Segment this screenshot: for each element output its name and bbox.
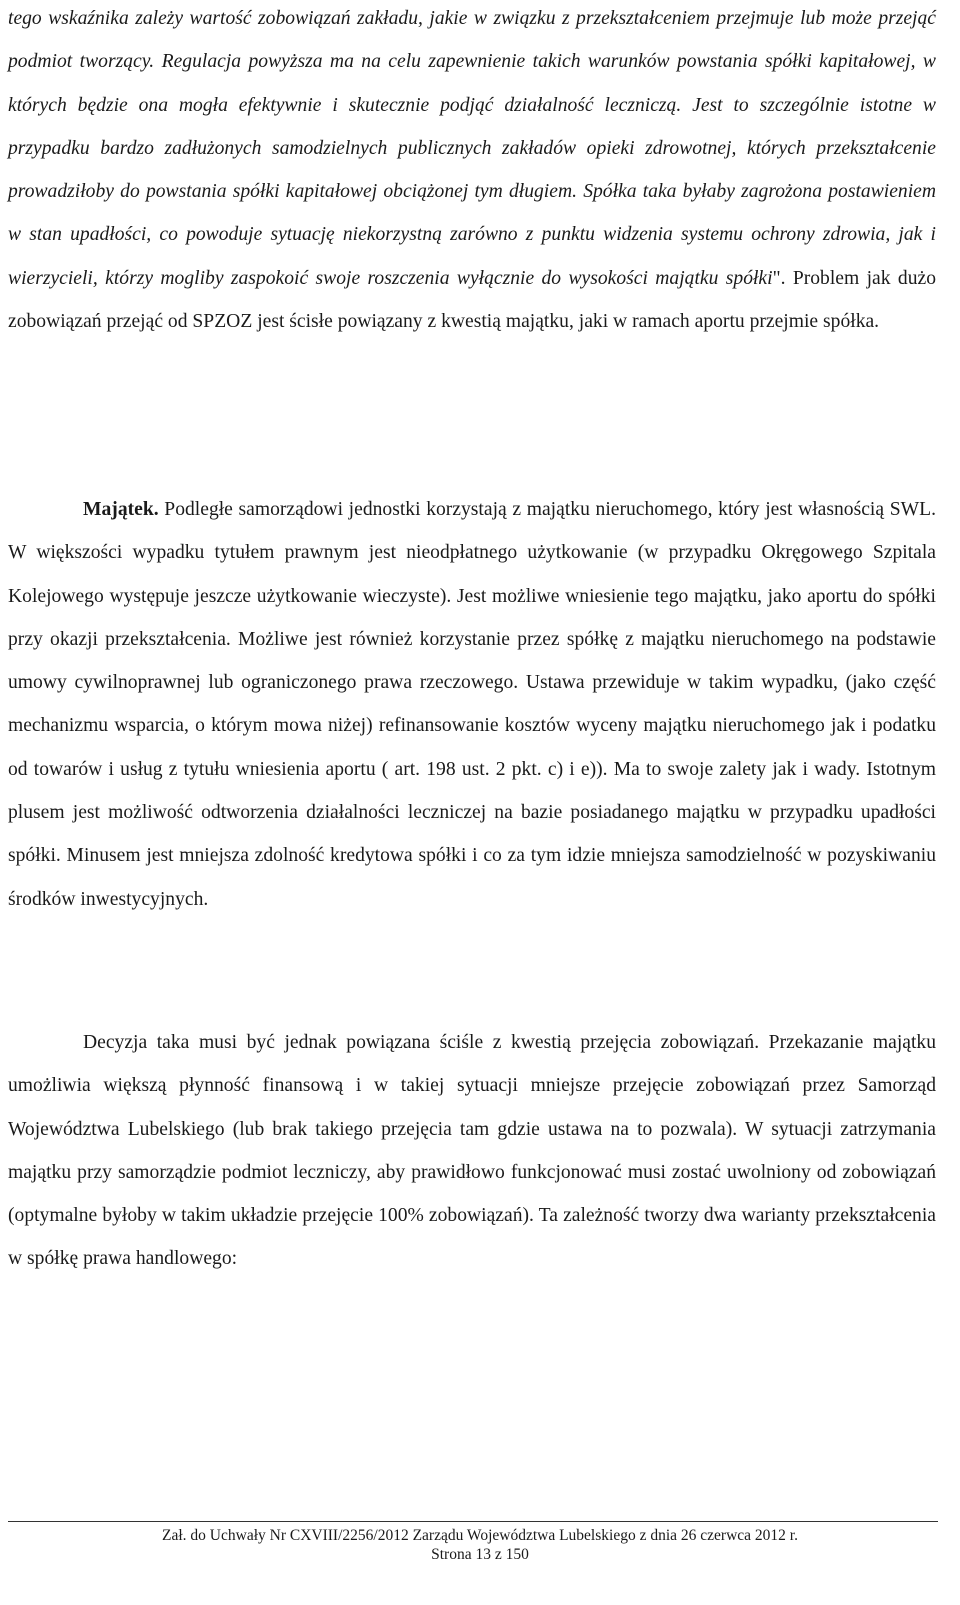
paragraph-assets (8, 488, 936, 921)
footer-resolution: Zał. do Uchwały Nr CXVIII/2256/2012 Zarządu Województwa Lubelskiego z dnia 26 czerwca 2012 r. (162, 1527, 798, 1544)
footer-divider (8, 1521, 938, 1522)
paragraph-liabilities (8, 0, 936, 343)
paragraph-decision (8, 1021, 936, 1281)
paragraph-text: Podległe samorządowi jednostki korzystają z majątku nieruchomego, który jest własnością SWL. W większości wypadku tytułem prawnym jest nieodpłatnego użytkowanie (w przypadku Okręgowego Szpitala Kolejowego występuje jeszcze użytkowanie wieczyste). Jest możliwe wniesienie tego majątku, jako aportu do spółki przy okazji przekształcenia. Możliwe jest również korzystanie przez spółkę z majątku nieruchomego na podstawie umowy cywilnoprawnej lub ograniczonego prawa rzeczowego. Ustawa przewiduje w takim wypadku, (jako część mechanizmu wsparcia, o którym mowa niżej) refinansowanie kosztów wyceny majątku nieruchomego jak i podatku od towarów i usług z tytułu wniesienia aportu ( art. 198 ust. 2 pkt. c) i e)). Ma to swoje zalety jak i wady. Istotnym plusem jest możliwość odtworzenia działalności leczniczej na bazie posiadanego majątku w przypadku upadłości spółki. Minusem jest mniejsza zdolność kredytowa spółki i co za tym idzie mniejsza samodzielność w pozyskiwaniu środków inwestycyjnych. (8, 499, 936, 910)
paragraph-text: ". Problem jak dużo zobowiązań przejąć od SPZOZ jest ścisłe powiązany z kwestią majątku, jaki w ramach aportu przejmie spółka. (8, 267, 936, 333)
paragraph-text: Decyzja taka musi być jednak powiązana ściśle z kwestią przejęcia zobowiązań. Przekazanie majątku umożliwia większą płynność finansową i w takiej sytuacji mniejsze przejęcie zobowiązań przez Samorząd Województwa Lubelskiego (lub brak takiego przejęcia tam gdzie ustawa na to pozwala). W sytuacji zatrzymania majątku przy samorządzie podmiot leczniczy, aby prawidłowo funkcjonować musi zostać uwolniony od zobowiązań (optymalne byłoby w takim układzie przejęcie 100% zobowiązań). Ta zależność tworzy dwa warianty przekształcenia w spółkę prawa handlowego: (8, 1032, 936, 1270)
page-footer (0, 1526, 960, 1564)
page-number: Strona 13 z 150 (431, 1546, 529, 1563)
section-heading: Majątek. (83, 499, 159, 520)
italic-quote: tego wskaźnika zależy wartość zobowiązań zakładu, jakie w związku z przekształceniem przejmuje lub może przejąć podmiot tworzący. Regulacja powyższa ma na celu zapewnienie takich warunków powstania spółki kapitałowej, w których będzie ona mogła efektywnie i skutecznie podjąć działalność leczniczą. Jest to szczególnie istotne w przypadku bardzo zadłużonych samodzielnych publicznych zakładów opieki zdrowotnej, których przekształcenie prowadziłoby do powstania spółki kapitałowej obciążonej tym długiem. Spółka taka byłaby zagrożona postawieniem w stan upadłości, co powoduje sytuację niekorzystną zarówno z punktu widzenia systemu ochrony zdrowia, jak i wierzycieli, którzy mogliby zaspokoić swoje roszczenia wyłącznie do wysokości majątku spółki (8, 8, 936, 289)
